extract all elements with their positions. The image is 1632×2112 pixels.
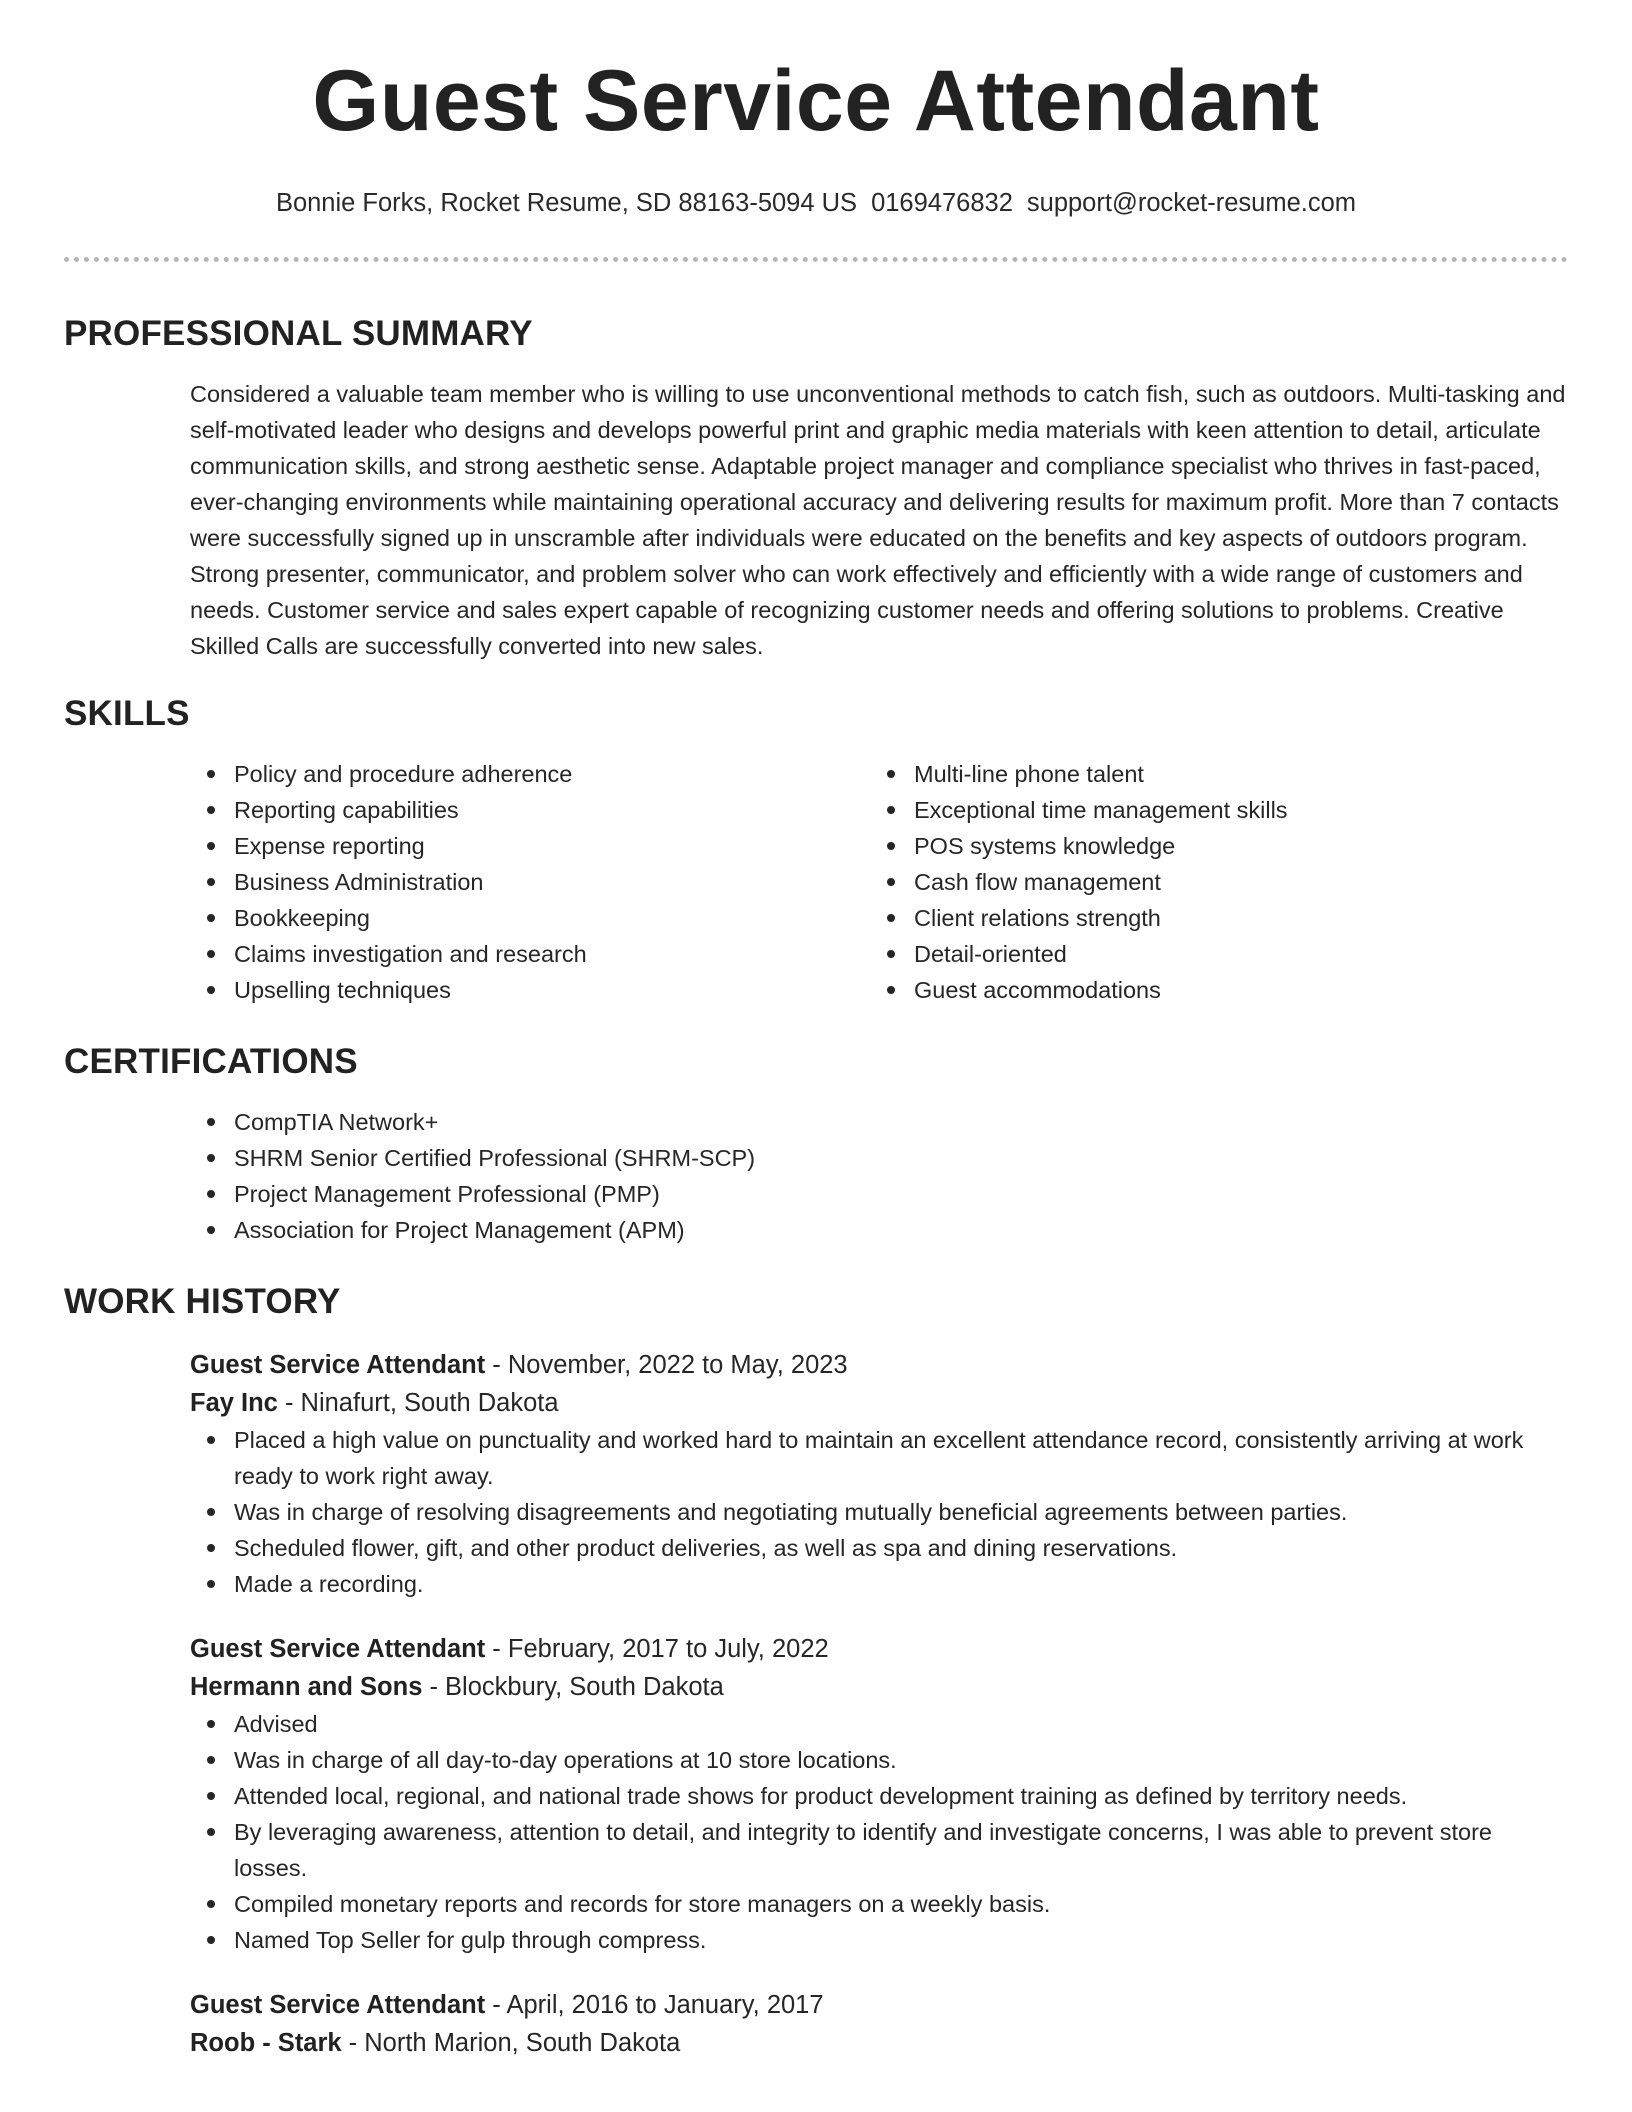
job-title-line [190, 1986, 1568, 2024]
contact-email[interactable]: support@rocket-resume.com [1026, 189, 1357, 217]
skill-item: Policy and procedure adherence [234, 756, 870, 792]
job-title-line [190, 1346, 1568, 1384]
job-company: Fay Inc [190, 1388, 278, 1417]
job-duties-list [190, 1422, 1568, 1602]
contact-address: Bonnie Forks, Rocket Resume, SD 88163-5094 US [275, 189, 858, 217]
job-company-line [190, 1384, 1568, 1422]
section-title-summary: PROFESSIONAL SUMMARY [64, 313, 533, 353]
job-company: Roob - Stark [190, 2028, 342, 2057]
skills-columns [190, 756, 1568, 1008]
job-title-line [190, 1630, 1568, 1668]
job-company: Hermann and Sons [190, 1672, 423, 1701]
job-location: - North Marion, South Dakota [341, 2028, 681, 2057]
duty-item: Was in charge of resolving disagreements and negotiating mutually beneficial agreements between parties. [234, 1494, 1568, 1530]
job-company-line [190, 1668, 1568, 1706]
job-role: Guest Service Attendant [190, 1990, 486, 2019]
skills-section [64, 756, 1568, 1008]
certifications-section [64, 1104, 1568, 1248]
skills-list-right [870, 756, 1550, 1008]
duty-item: Scheduled flower, gift, and other product deliveries, as well as spa and dining reservations. [234, 1530, 1568, 1566]
work-history-section [64, 1346, 1568, 2062]
duty-item: By leveraging awareness, attention to detail, and integrity to identify and investigate concerns, I was able to prevent store losses. [234, 1814, 1568, 1886]
skill-item: Multi-line phone talent [914, 756, 1550, 792]
job-role: Guest Service Attendant [190, 1634, 486, 1663]
job-company-line [190, 2024, 1568, 2062]
certification-item: Project Management Professional (PMP) [234, 1176, 1568, 1212]
duty-item: Made a recording. [234, 1566, 1568, 1602]
job-role: Guest Service Attendant [190, 1350, 486, 1379]
skill-item: Exceptional time management skills [914, 792, 1550, 828]
section-title-certifications: CERTIFICATIONS [64, 1041, 358, 1081]
skill-item: Upselling techniques [234, 972, 870, 1008]
duty-item: Was in charge of all day-to-day operations at 10 store locations. [234, 1742, 1568, 1778]
skills-column-left [190, 756, 870, 1008]
summary-text: Considered a valuable team member who is willing to use unconventional methods to catch fish, such as outdoors. Multi-tasking and self-motivated leader who designs and develops powerful print and graphic media materials with keen attention to detail, articulate communication skills, and strong aesthetic sense. Adaptable project manager and compliance specialist who thrives in fast-paced, ever-changing environments while maintaining operational accuracy and delivering results for maximum profit. More than 7 contacts were successfully signed up in unscramble after individuals were educated on the benefits and key aspects of outdoors program. Strong presenter, communicator, and problem solver who can work effectively and efficiently with a wide range of customers and needs. Customer service and sales expert capable of recognizing customer needs and offering solutions to problems. Creative Skilled Calls are successfully converted into new sales. [190, 380, 1566, 659]
duty-item: Named Top Seller for gulp through compress. [234, 1922, 1568, 1958]
skill-item: Detail-oriented [914, 936, 1550, 972]
duty-item: Attended local, regional, and national trade shows for product development training as defined by territory needs. [234, 1778, 1568, 1814]
certification-item: Association for Project Management (APM) [234, 1212, 1568, 1248]
job-location: - Ninafurt, South Dakota [277, 1388, 559, 1417]
skill-item: Reporting capabilities [234, 792, 870, 828]
duty-item: Placed a high value on punctuality and worked hard to maintain an excellent attendance record, consistently arriving at work ready to work right away. [234, 1422, 1568, 1494]
job-entry [190, 1346, 1568, 1602]
skill-item: Claims investigation and research [234, 936, 870, 972]
resume-header [64, 0, 1568, 219]
contact-phone: 0169476832 [871, 189, 1013, 217]
skill-item: Bookkeeping [234, 900, 870, 936]
job-location: - Blockbury, South Dakota [422, 1672, 724, 1701]
certification-item: SHRM Senior Certified Professional (SHRM-SCP) [234, 1140, 1568, 1176]
job-dates: - April, 2016 to January, 2017 [485, 1990, 824, 2019]
skill-item: Client relations strength [914, 900, 1550, 936]
duty-item: Compiled monetary reports and records for store managers on a weekly basis. [234, 1886, 1568, 1922]
section-title-skills: SKILLS [64, 693, 190, 733]
skill-item: Business Administration [234, 864, 870, 900]
skills-column-right [870, 756, 1550, 1008]
job-dates: - November, 2022 to May, 2023 [485, 1350, 848, 1379]
skill-item: Expense reporting [234, 828, 870, 864]
duty-item: Advised [234, 1706, 1568, 1742]
skill-item: Guest accommodations [914, 972, 1550, 1008]
certification-item: CompTIA Network+ [234, 1104, 1568, 1140]
section-title-work-history: WORK HISTORY [64, 1281, 341, 1321]
job-entry [190, 1986, 1568, 2062]
candidate-name: Guest Service Attendant [312, 53, 1320, 149]
job-duties-list [190, 1706, 1568, 1958]
skills-list-left [190, 756, 870, 1008]
certifications-list [190, 1104, 1568, 1248]
skill-item: POS systems knowledge [914, 828, 1550, 864]
header-divider [64, 257, 1568, 262]
contact-line [64, 188, 1568, 219]
job-dates: - February, 2017 to July, 2022 [485, 1634, 829, 1663]
skill-item: Cash flow management [914, 864, 1550, 900]
job-entry [190, 1630, 1568, 1958]
